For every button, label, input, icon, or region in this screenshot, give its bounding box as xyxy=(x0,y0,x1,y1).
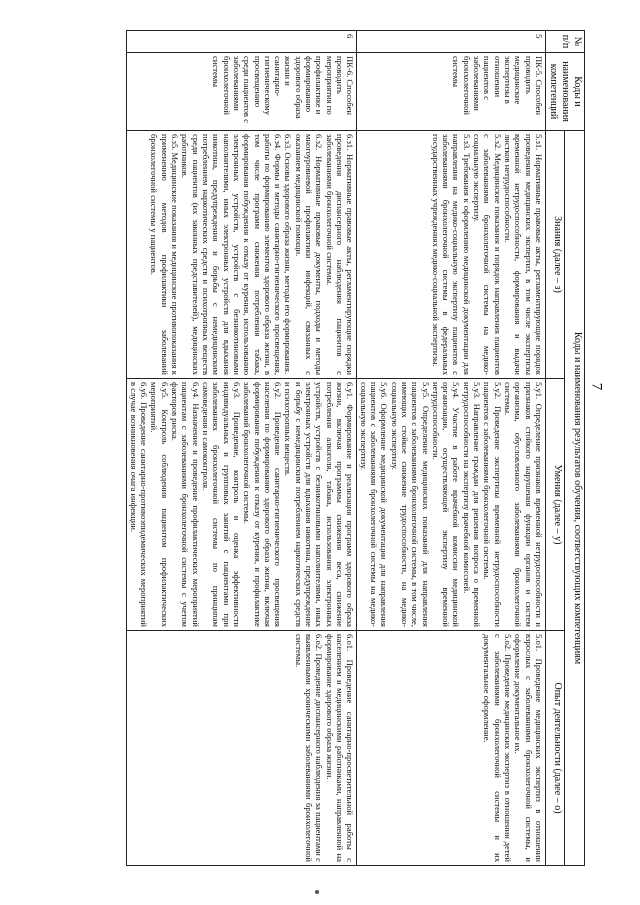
table-row xyxy=(357,31,546,866)
skill-item: 6.у4. Назначение и проведение профилактических мероприятий пациентам с заболеваниями бронхолегочной системы с учетом факторов риска. xyxy=(170,382,201,627)
experience-item: 6.о1. Проведение санитарно-просветительной работы с населением и медицинскими работниками, направленной на формирование здорового образа жизни. xyxy=(324,634,356,862)
knowledge-item: 6.з5. Медицинские показания и медицинские противопоказания к применению методов профилактики заболеваний бронхолегочной системы у пациентов. xyxy=(149,134,181,375)
knowledge-item: 5.з1. Нормативные правовые акты, регламентирующие порядок проведения медицинских экспертиз, в том числе экспертизы временной нетрудоспособности, формирования и выдачи листков нетрудоспособности. xyxy=(503,134,544,375)
row-num: 6 xyxy=(127,31,357,53)
skill-item: 5.у1. Определение признаков временной нетрудоспособности и признаков стойкого нарушения функции органов и систем организма, обусловленного заболеваниями бронхолегочной системы. xyxy=(503,382,544,627)
skill-item: 5.у4. Участие в работе врачебной комиссии медицинской организации, осуществляющей экспертизу временной нетрудоспособности. xyxy=(430,382,462,627)
experience-item: 5.о1. Проведение медицинских экспертиз в отношении взрослых с заболеваниями бронхолегочной системы, и оформление документальное их. xyxy=(513,634,544,862)
header-experience: Опыт деятельности (далее – о) xyxy=(546,631,566,866)
knowledge-item: 6.з2. Нормативные правовые документы, подходы и методы многоуровневой профилактики инфекций, связанных с оказанием медицинской помощи. xyxy=(293,134,325,375)
scan-dot xyxy=(315,890,319,894)
skill-item: 6.у5. Контроль соблюдения пациентом профилактических мероприятий. xyxy=(149,382,170,627)
table-row xyxy=(127,31,357,866)
knowledge-item: 6.з4. Формы и методы санитарно-гигиенического просвещения, работы по формированию элементов здорового образа жизни, в том числе программ снижения потребления табака, формирования побуждения к отказу от курения, использованию электронных устройств, устройств с безникотиновыми наполнителями, иных электронных устройств для вдыхания никотина, предупреждения и борьбы с немедицинским потреблением наркотических средств и психотропных веществ среди пациентов (их законных представителей), медицинских работников. xyxy=(180,134,284,375)
skill-item: 5.у2. Проведение экспертизы временной нетрудоспособности пациентов с заболеваниями бронхолегочной системы. xyxy=(482,382,503,627)
knowledge-cell xyxy=(357,131,546,379)
skill-item: 5.у5. Определение медицинских показаний для направления пациентов с заболеваниями бронхолегочной системы, в том числе, имеющих стойкое снижение трудоспособности, на медико-социальную экспертизу. xyxy=(389,382,431,627)
skills-cell xyxy=(127,379,357,631)
header-codes: Коды и наименования компетенций xyxy=(546,53,585,131)
header-knowledge: Знания (далее – з) xyxy=(546,131,566,379)
experience-item: 5.о2. Проведение медицинских экспертиз в отношении детей с заболеваниями бронхолегочной системы и их документальное оформление. xyxy=(482,634,514,862)
skill-item: 6.у3. Проведение, контроль и оценка эффективности индивидуальных и групповых занятий с пациентами при заболеваниях бронхолегочной системы по принципам самоведения и самоконтроля. xyxy=(201,382,242,627)
skill-item: 5.у6. Оформление медицинской документации для направления пациентов с заболеваниями бронхолегочной системы на медико-социальную экспертизу. xyxy=(358,382,390,627)
skill-item: 6.у1. Формирование и реализация программ здорового образа жизни, включая программы снижения веса, снижение потребления алкоголя, табака, использования электронных устройств, устройств с безникотиновыми наполнителями, иных электронных устройств для вдыхания никотина, предупреждение и борьбу с немедицинским потреблением наркотических средств и психотропных веществ. xyxy=(283,382,356,627)
header-results: Коды и наименования результатов обучения, соответствующих компетенциям xyxy=(565,131,585,866)
knowledge-item: 6.з1. Нормативные правовые акты, регламентирующие порядки проведения диспансерного наблюдения пациентов с заболеваниями бронхолегочной системы. xyxy=(324,134,356,375)
competency-table xyxy=(127,30,586,866)
competency-table-rotated xyxy=(25,30,585,865)
page-number: 7 xyxy=(588,382,605,391)
experience-cell xyxy=(127,631,357,866)
skill-item: 6.у6. Проведение санитарно-противоэпидемических мероприятий в случае возникновения очага инфекции. xyxy=(128,382,150,627)
header-num: № п/п xyxy=(546,31,585,53)
competency-code: ПК-5. Способен проводить медицинские экспертизы в отношении пациентов с заболеваниями бронхолегочной системы xyxy=(357,53,546,131)
row-num: 5 xyxy=(357,31,546,53)
experience-cell xyxy=(357,631,546,866)
header-skills: Умения (далее – у) xyxy=(546,379,566,631)
skill-item: 6.у2. Проведение санитарно-гигиенического просвещения населения по формированию здорового образа жизни, включая формирование побуждения к отказу от курения, и профилактике заболеваний бронхолегочной системы. xyxy=(242,382,284,627)
skill-item: 5.у3. Направление граждан для решения вопроса о временной нетрудоспособности на экспертизу врачебной комиссией. xyxy=(461,382,483,627)
experience-item: 6.о2. Проведение диспансерного наблюдения за пациентами с выявленными хроническими заболеваниями бронхолегочной системы. xyxy=(293,634,325,862)
knowledge-item: 5.з3. Требования к оформлению медицинской документации для направления на медико-социальную экспертизу пациентов с заболеваниями бронхолегочной системы в федеральных государственных учреждениях медико-социальной экспертизы. xyxy=(430,134,472,375)
knowledge-cell xyxy=(127,131,357,379)
skills-cell xyxy=(357,379,546,631)
knowledge-item: 5.з2. Медицинские показания и порядок направления пациентов с заболеваниями бронхолегочной системы на медико-социальную экспертизу. xyxy=(472,134,503,375)
knowledge-item: 6.з3. Основы здорового образа жизни, методы его формирования. xyxy=(283,134,294,374)
competency-code: ПК-6. Способен проводить мероприятия по профилактике и формированию здорового образа жизни и санитарно-гигиеническому просвещению среди пациентов с заболеваниями бронхолегочной системы xyxy=(127,53,357,131)
